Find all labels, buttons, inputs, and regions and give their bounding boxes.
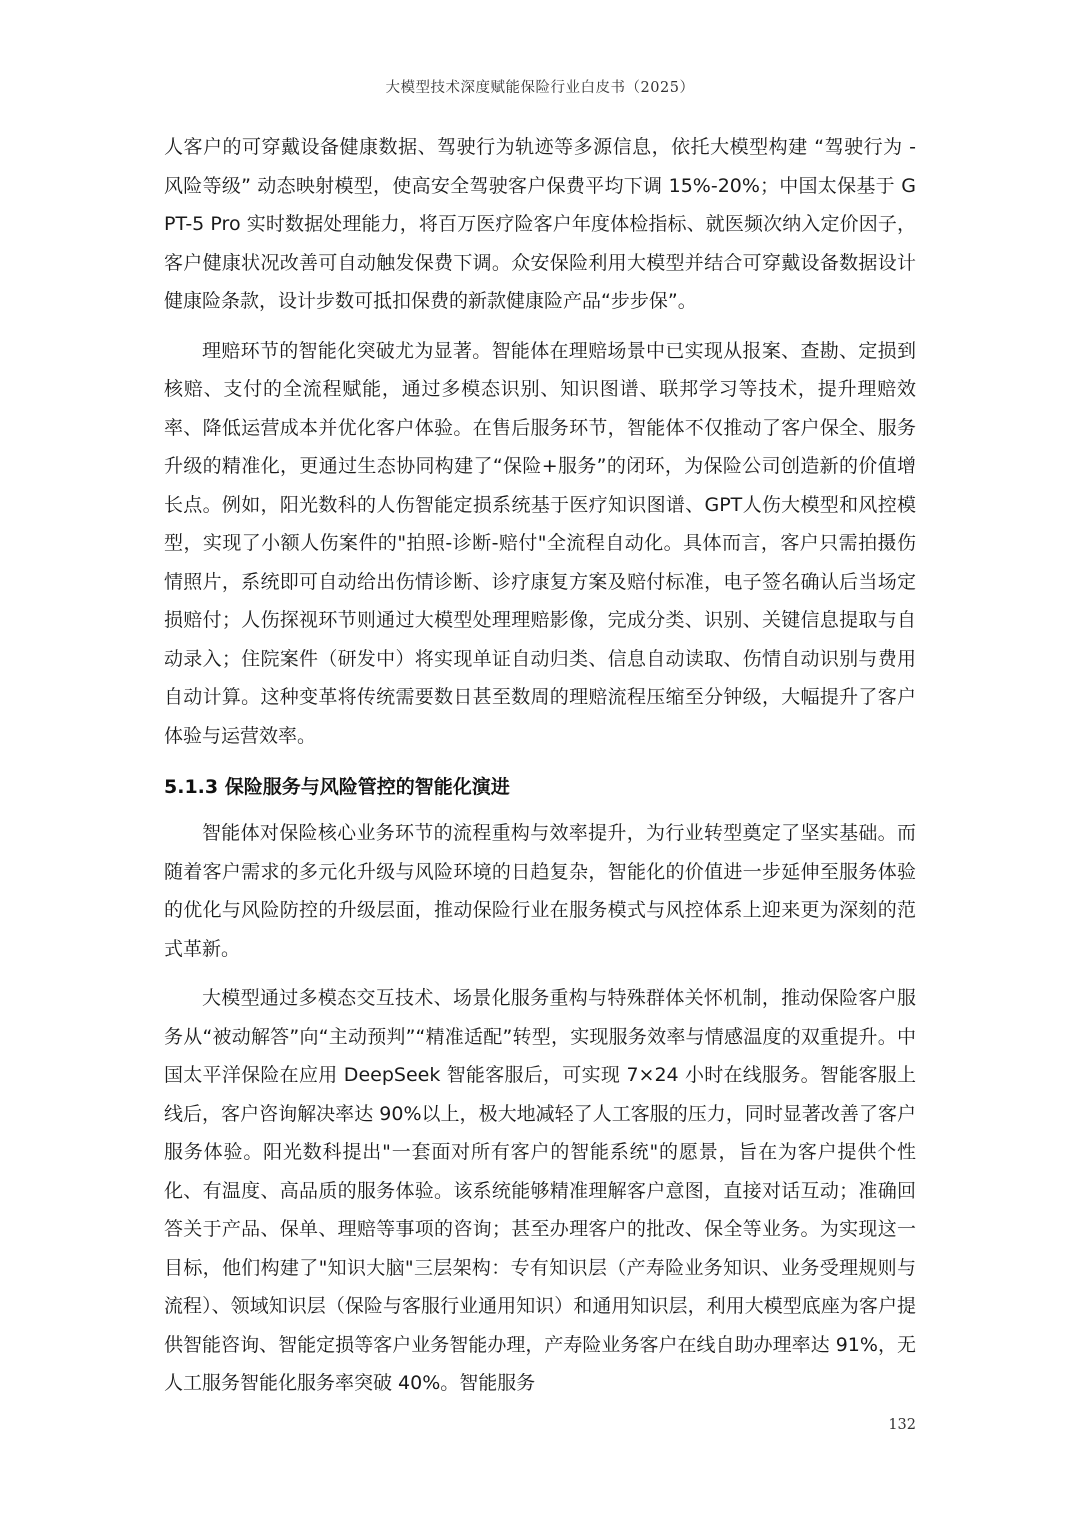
section-heading: 5.1.3 保险服务与风险管控的智能化演进 xyxy=(164,776,510,798)
paragraph-customer-service: 大模型通过多模态交互技术、场景化服务重构与特殊群体关怀机制，推动保险客户服务从“被动解答”向“主动预判”“精准适配”转型，实现服务效率与情感温度的双重提升。中国太平洋保险在应用 DeepSeek 智能客服后，可实现 7×24 小时在线服务。智能客服上线后，客户咨询解决率达 90%以上，极大地减轻了人工客服的压力，同时显著改善了客户服务体验。阳光数科提出"一套面对所有客户的智能系统"的愿景，旨在为客户提供个性化、有温度、高品质的服务体验。该系统能够精准理解客户意图，直接对话互动；准确回答关于产品、保单、理赔等事项的咨询；甚至办理客户的批改、保全等业务。为实现这一目标，他们构建了"知识大脑"三层架构：专有知识层（产寿险业务知识、业务受理规则与流程）、领域知识层（保险与客服行业通用知识）和通用知识层，利用大模型底座为客户提供智能咨询、智能定损等客户业务智能办理，产寿险业务客户在线自助办理率达 91%，无人工服务智能化服务率突破 40%。智能服务 xyxy=(164,987,916,1394)
paragraph-intro: 智能体对保险核心业务环节的流程重构与效率提升，为行业转型奠定了坚实基础。而随着客户需求的多元化升级与风险环境的日趋复杂，智能化的价值进一步延伸至服务体验的优化与风险防控的升级层面，推动保险行业在服务模式与风控体系上迎来更为深刻的范式革新。 xyxy=(164,822,916,960)
paragraph-claims: 理赔环节的智能化突破尤为显著。智能体在理赔场景中已实现从报案、查勘、定损到核赔、支付的全流程赋能，通过多模态识别、知识图谱、联邦学习等技术，提升理赔效率、降低运营成本并优化客户体验。在售后服务环节，智能体不仅推动了客户保全、服务升级的精准化，更通过生态协同构建了“保险+服务”的闭环，为保险公司创造新的价值增长点。例如，阳光数科的人伤智能定损系统基于医疗知识图谱、GPT人伤大模型和风控模型，实现了小额人伤案件的"拍照-诊断-赔付"全流程自动化。具体而言，客户只需拍摄伤情照片，系统即可自动给出伤情诊断、诊疗康复方案及赔付标准，电子签名确认后当场定损赔付；人伤探视环节则通过大模型处理理赔影像，完成分类、识别、关键信息提取与自动录入；住院案件（研发中）将实现单证自动归类、信息自动读取、伤情自动识别与费用自动计算。这种变革将传统需要数日甚至数周的理赔流程压缩至分钟级，大幅提升了客户体验与运营效率。 xyxy=(164,339,916,747)
running-header: 大模型技术深度赋能保险行业白皮书（2025） xyxy=(385,80,695,96)
paragraph-continued: 人客户的可穿戴设备健康数据、驾驶行为轨迹等多源信息，依托大模型构建 “驾驶行为 - 风险等级” 动态映射模型，使高安全驾驶客户保费平均下调 15%-20%；中国太保基于 GPT-5 Pro 实时数据处理能力，将百万医疗险客户年度体检指标、就医频次纳入定价因子，客户健康状况改善可自动触发保费下调。众安保险利用大模型并结合可穿戴设备数据设计健康险条款，设计步数可抵扣保费的新款健康险产品“步步保”。 xyxy=(164,136,916,312)
page-number: 132 xyxy=(888,1417,916,1433)
page-body xyxy=(164,128,916,1403)
